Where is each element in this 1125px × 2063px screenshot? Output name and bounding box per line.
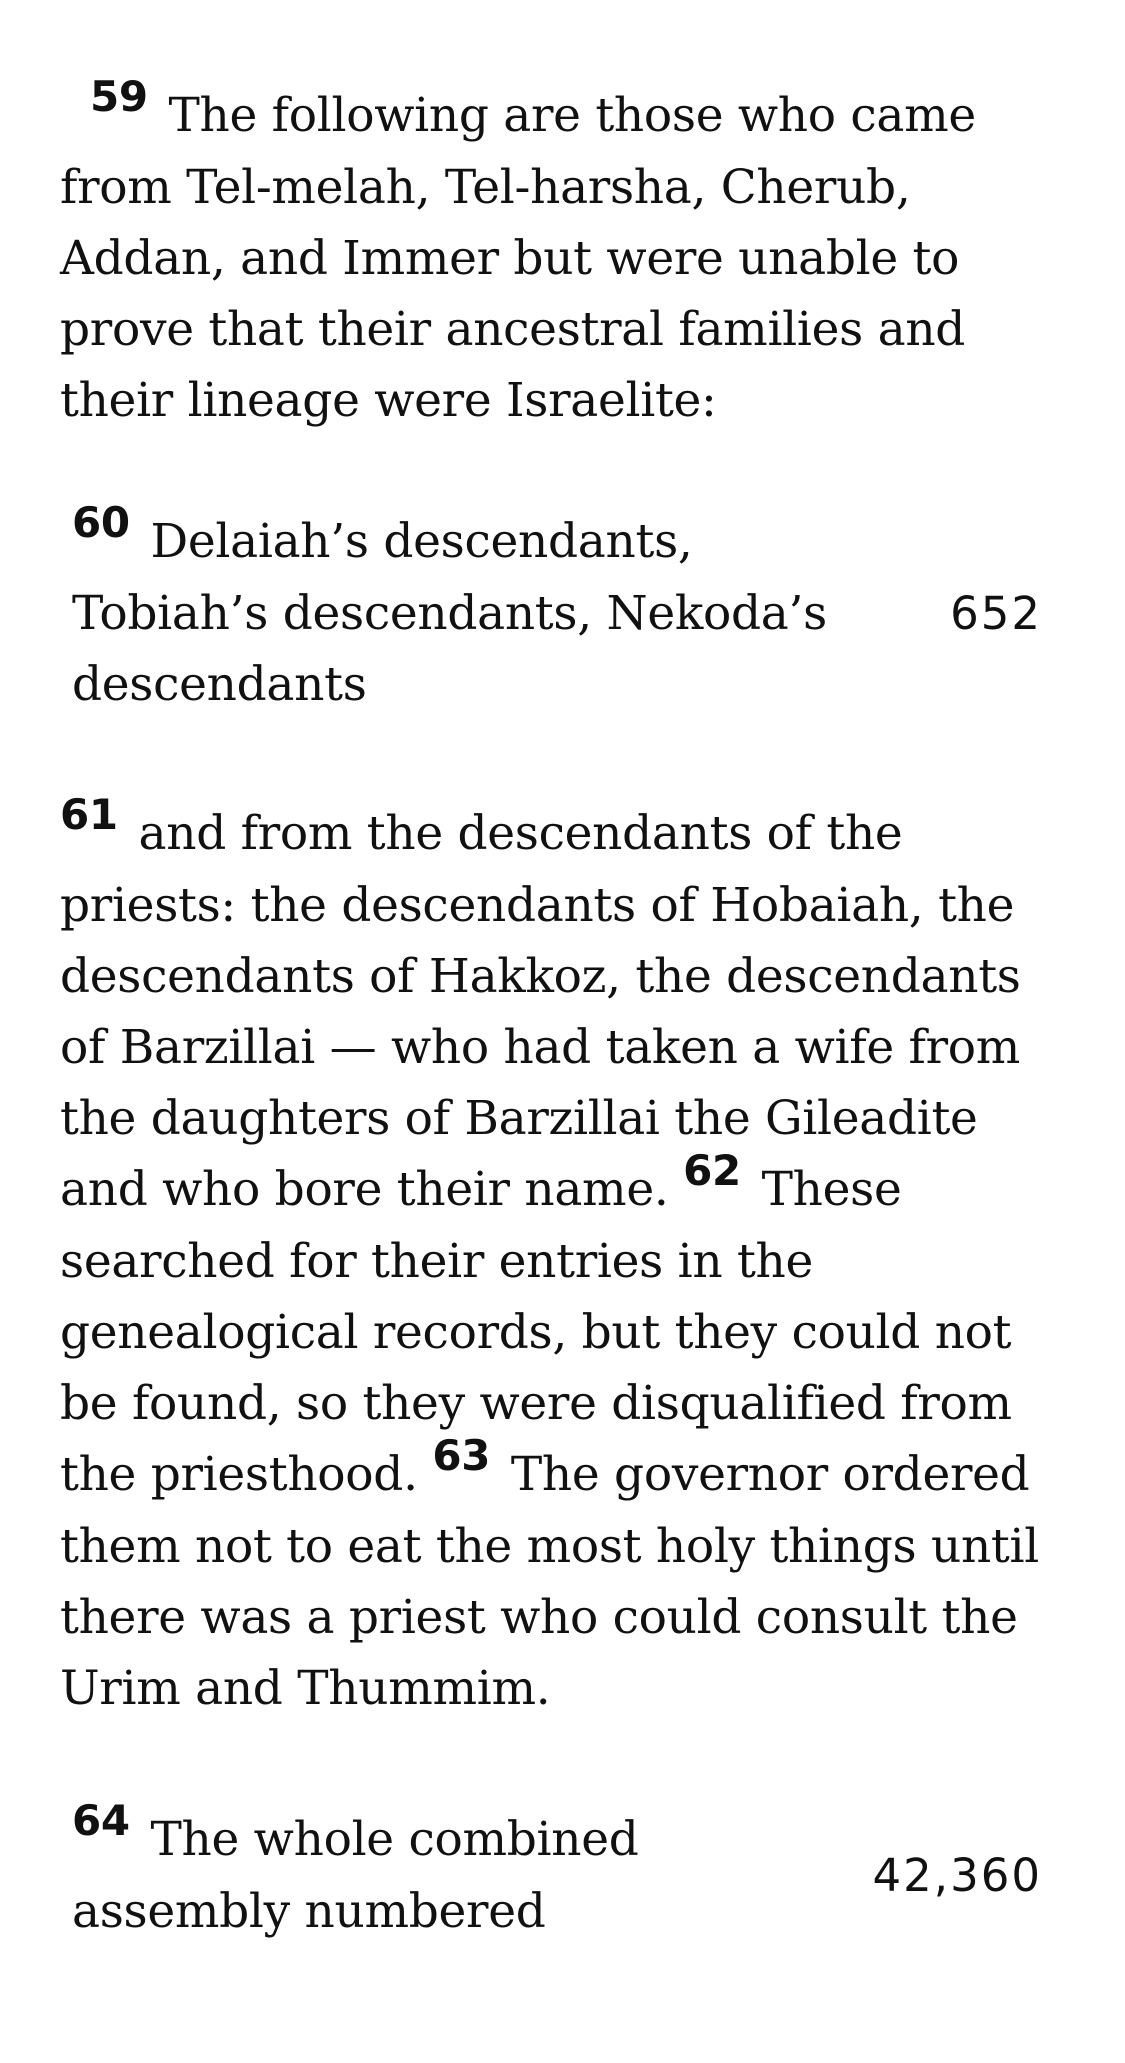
verse-text: Delaiah’s descendants, Tobiah’s descendants, Nekoda’s descendants: [72, 514, 827, 712]
verse-number: 62: [683, 1146, 741, 1195]
scripture-page: [60, 70, 1070, 1947]
verse-text: These searched for their entries in the genealogical records, but they could not be found, so they were disqualified from the priesthood.: [60, 1162, 1012, 1502]
verse-text: and from the descendants of the priests: the descendants of Hobaiah, the descendants of Hakkoz, the descendants of Barzillai — who had taken a wife from the daughters of Barzillai the Gileadite and who bore their name.: [60, 806, 1021, 1217]
verse-number: 59: [90, 72, 148, 121]
tally-count: 42,360: [872, 1849, 1042, 1902]
verse-text: The whole combined assembly numbered: [72, 1812, 639, 1939]
verse-text: The governor ordered them not to eat the most holy things until there was a priest who could consult the Urim and Thummim.: [60, 1447, 1039, 1716]
tally-count: 652: [950, 586, 1042, 640]
verse-number: 63: [432, 1431, 491, 1480]
verse-60-tally-row: [72, 498, 1042, 720]
tally-description: [72, 498, 892, 720]
verse-number: 61: [60, 790, 118, 839]
verse-61-63-paragraph: [60, 790, 1070, 1724]
tally-description: [72, 1796, 822, 1947]
verse-text: The following are those who came from Tel-melah, Tel-harsha, Cherub, Addan, and Immer but were unable to prove that their ancestral families and their lineage were Israelite:: [60, 88, 976, 428]
verse-number: 64: [72, 1796, 130, 1845]
verse-64-tally-row: [72, 1796, 1042, 1947]
verse-59-paragraph: [60, 72, 1070, 436]
verse-number: 60: [72, 498, 130, 547]
